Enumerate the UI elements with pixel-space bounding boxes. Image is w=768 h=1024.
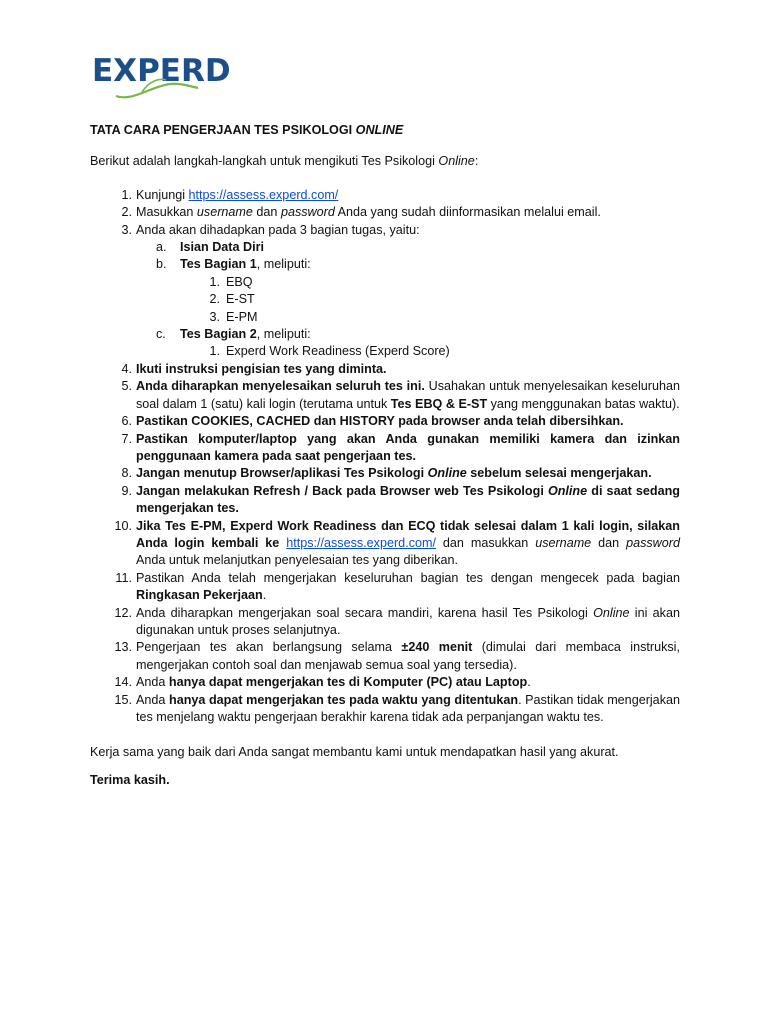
list-item: 6. Pastikan COOKIES, CACHED dan HISTORY pada browser anda telah dibersihkan.	[121, 414, 624, 429]
list-item: 1. Kunjungi https://assess.experd.com/	[121, 187, 339, 202]
assess-link[interactable]: https://assess.experd.com/	[286, 535, 436, 550]
sub-list-item: a. Isian Data Diri	[156, 240, 264, 255]
logo-swoosh-icon	[112, 76, 202, 100]
list-item: 10. Jika Tes E-PM, Experd Work Readiness dan ECQ tidak selesai dalam 1 kali login, silakan Anda login kembali ke https://assess.experd.com/ dan masukkan username dan password Anda untuk melanjutkan penyelesaian tes yang diberikan.	[114, 518, 680, 568]
list-item: 12. Anda diharapkan mengerjakan soal secara mandiri, karena hasil Tes Psikologi Online ini akan digunakan untuk proses selanjutnya.	[114, 605, 680, 637]
list-item: 7. Pastikan komputer/laptop yang akan Anda gunakan memiliki kamera dan izinkan penggunaan kamera pada saat pengerjaan tes.	[121, 431, 680, 463]
list-item: 2. Masukkan username dan password Anda yang sudah diinformasikan melalui email.	[121, 205, 601, 220]
thanks-text: Terima kasih.	[90, 772, 170, 787]
experd-logo	[92, 54, 232, 104]
list-item: 13. Pengerjaan tes akan berlangsung selama ±240 menit (dimulai dari membaca instruksi, mengerjakan contoh soal dan menjawab semua soal yang tersedia).	[114, 640, 680, 672]
sub-sub-list-item: 2. E-ST	[209, 292, 255, 307]
sub-list-item: c. Tes Bagian 2, meliputi:	[156, 327, 311, 342]
sub-sub-list-item: 1. Experd Work Readiness (Experd Score)	[209, 344, 450, 359]
sub-sub-list-item: 3. E-PM	[209, 309, 258, 324]
document-body	[90, 118, 680, 789]
closing-text: Kerja sama yang baik dari Anda sangat membantu kami untuk mendapatkan hasil yang akurat.	[90, 745, 619, 760]
list-item: 3. Anda akan dihadapkan pada 3 bagian tugas, yaitu:	[121, 222, 420, 237]
steps-list	[90, 187, 680, 727]
page-title: TATA CARA PENGERJAAN TES PSIKOLOGI ONLINE	[90, 123, 404, 137]
assess-link[interactable]: https://assess.experd.com/	[188, 187, 339, 202]
list-item: 14. Anda hanya dapat mengerjakan tes di Komputer (PC) atau Laptop.	[114, 675, 531, 690]
sub-sub-list-item: 1. EBQ	[209, 274, 253, 289]
sub-list-item: b. Tes Bagian 1, meliputi:	[156, 257, 311, 272]
logo-text: EXPERD	[92, 53, 231, 89]
list-item: 15. Anda hanya dapat mengerjakan tes pada waktu yang ditentukan. Pastikan tidak mengerjakan tes menjelang waktu pengerjaan berakhir karena tidak ada perpanjangan waktu tes.	[114, 692, 680, 724]
intro-text: Berikut adalah langkah-langkah untuk mengikuti Tes Psikologi Online:	[90, 154, 479, 169]
list-item: 11. Pastikan Anda telah mengerjakan keseluruhan bagian tes dengan mengecek pada bagian Ringkasan Pekerjaan.	[115, 570, 680, 603]
list-item: 9. Jangan melakukan Refresh / Back pada Browser web Tes Psikologi Online di saat sedang mengerjakan tes.	[121, 483, 680, 516]
list-item: 4. Ikuti instruksi pengisian tes yang diminta.	[121, 361, 387, 376]
list-item: 8. Jangan menutup Browser/aplikasi Tes Psikologi Online sebelum selesai mengerjakan.	[121, 466, 652, 481]
list-item: 5. Anda diharapkan menyelesaikan seluruh tes ini. Usahakan untuk menyelesaikan keseluruhan soal dalam 1 (satu) kali login (terutama untuk Tes EBQ & E-ST yang menggunakan batas waktu).	[121, 379, 680, 411]
